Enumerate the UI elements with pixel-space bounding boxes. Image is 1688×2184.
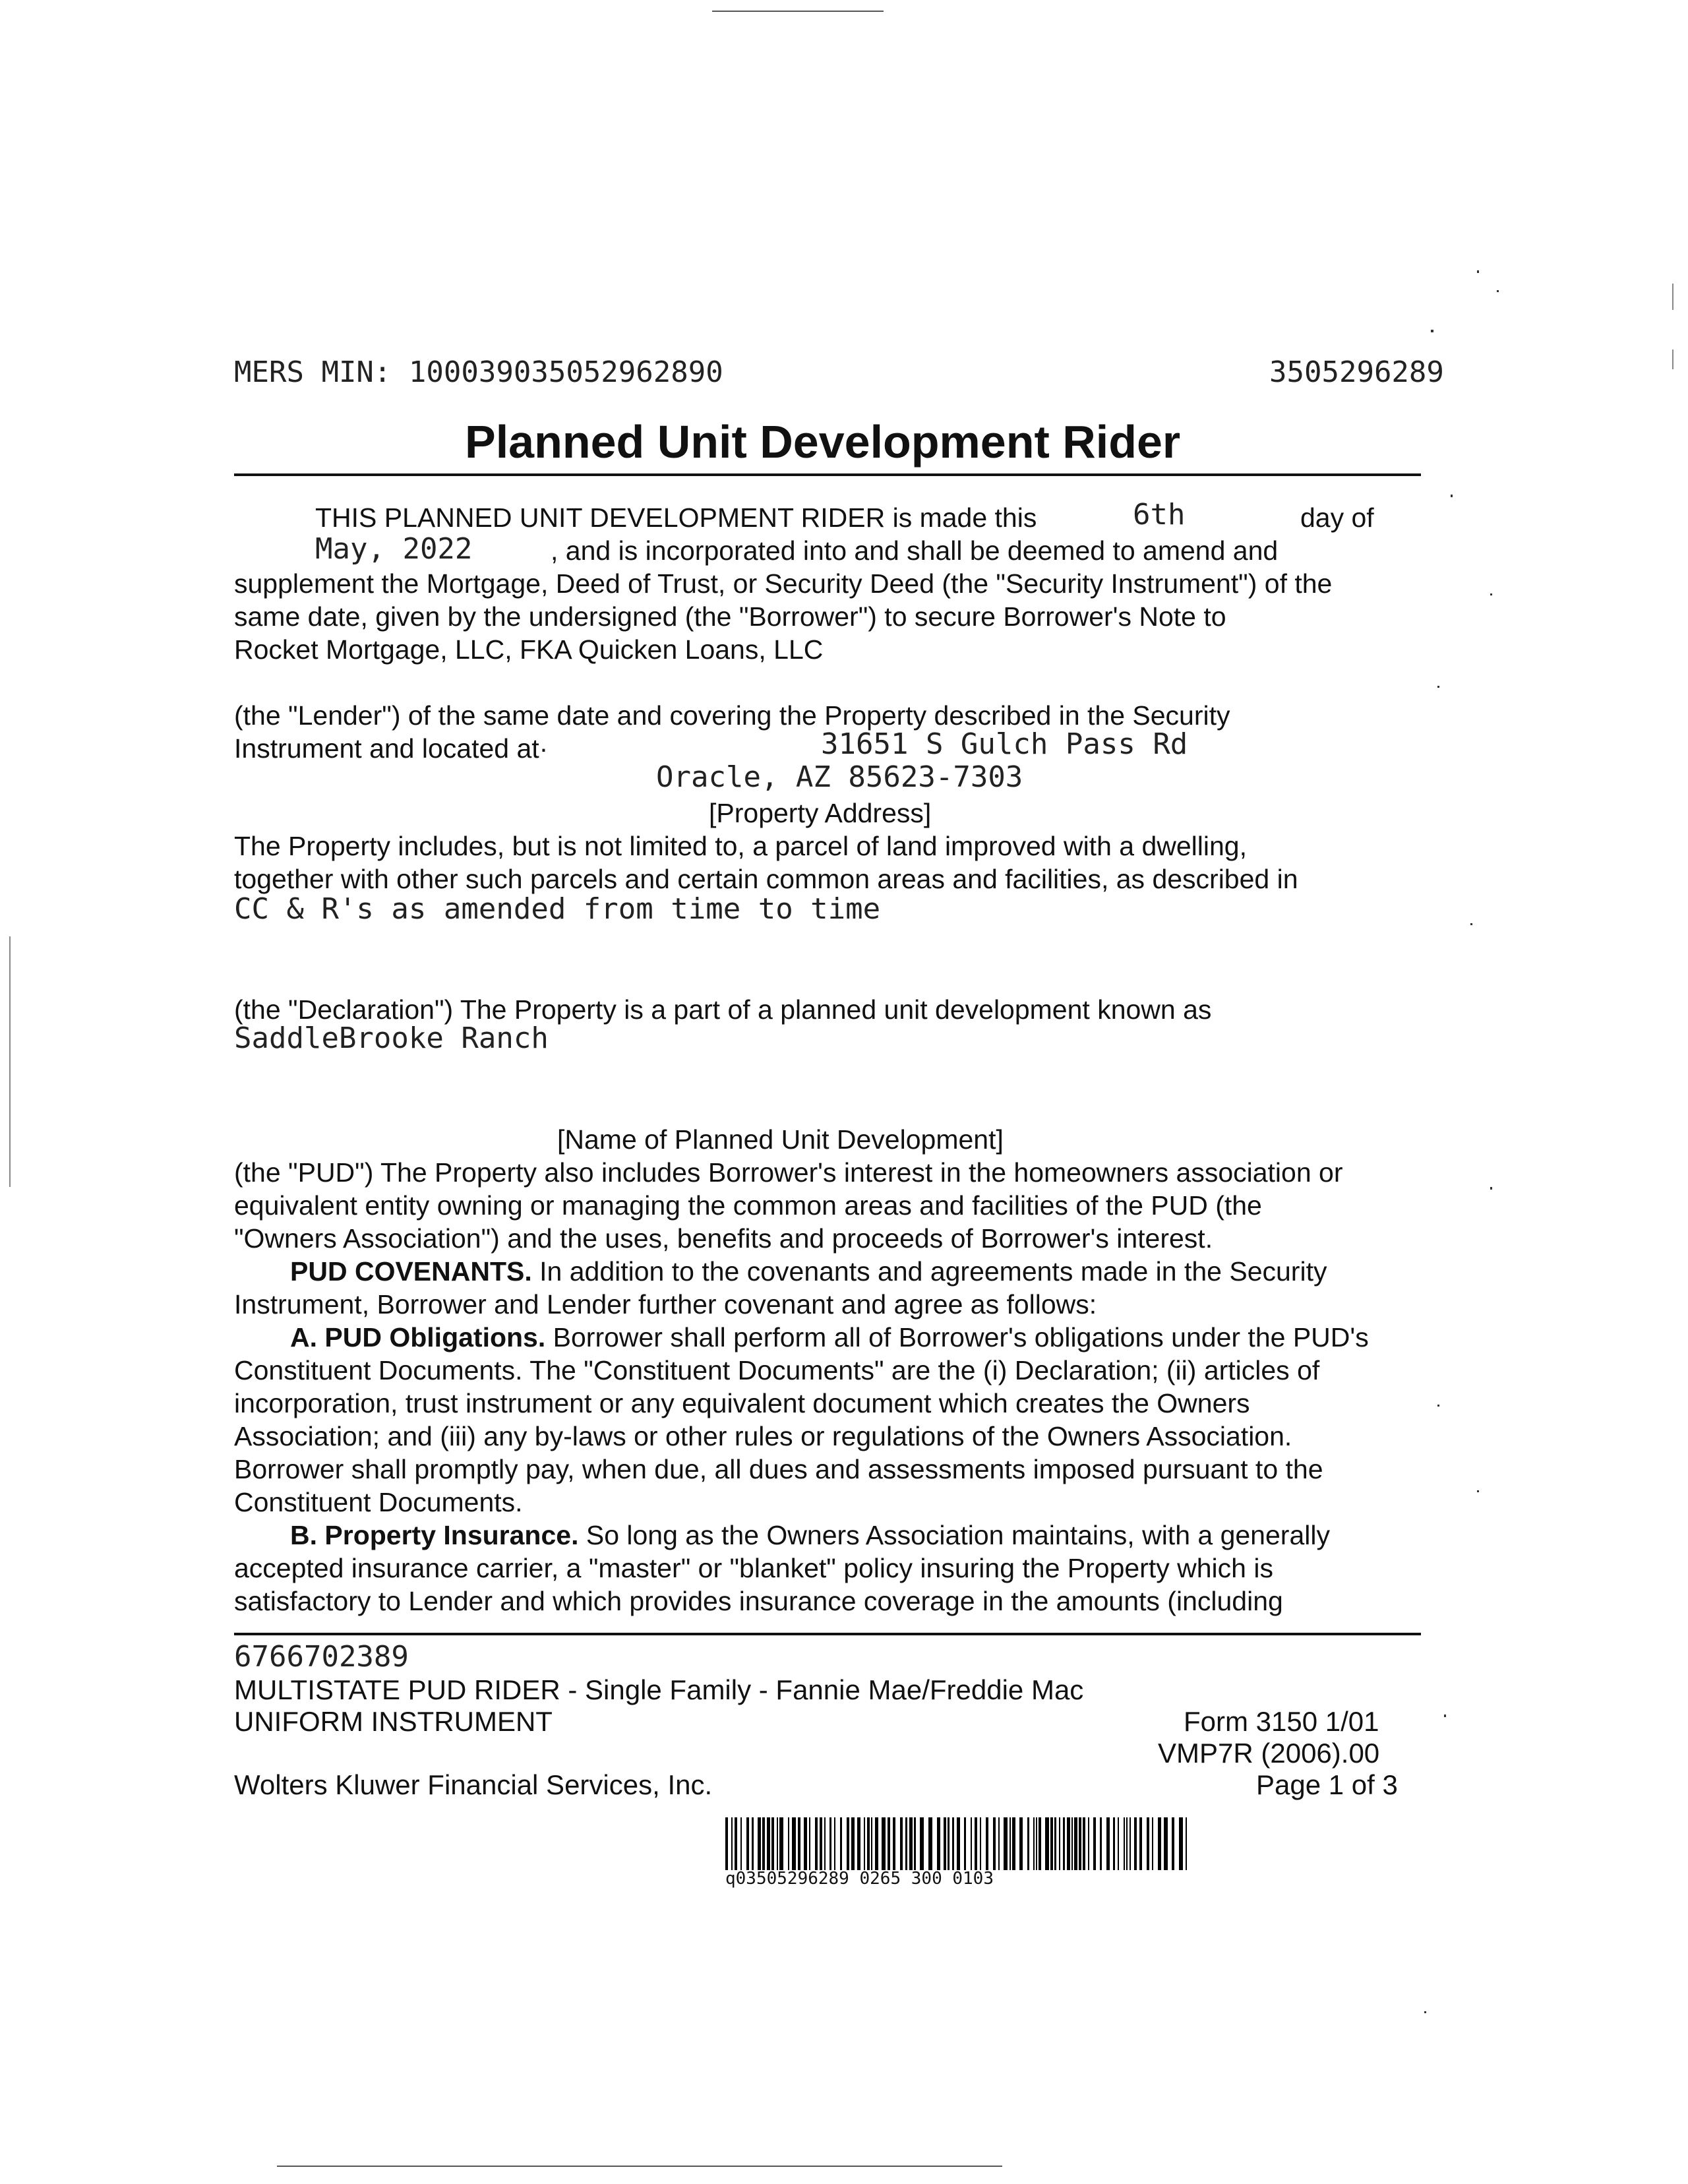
barcode-bar — [937, 1817, 940, 1870]
pud-name: SaddleBrooke Ranch — [234, 1021, 549, 1055]
barcode-bar — [1059, 1817, 1060, 1870]
pud-line-1: (the "Declaration") The Property is a part of a planned unit development known as — [234, 994, 1212, 1025]
section-a-line-2: Constituent Documents. The "Constituent Documents" are the (i) Declaration; (ii) articles of — [234, 1355, 1320, 1385]
property-address-line-2: Oracle, AZ 85623-7303 — [656, 760, 1023, 794]
footer-form-number: Form 3150 1/01 — [1184, 1706, 1379, 1737]
section-b-line-2: accepted insurance carrier, a "master" or "blanket" policy insuring the Property which is — [234, 1553, 1273, 1583]
section-a-line-4: Association; and (iii) any by-laws or other rules or regulations of the Owners Association. — [234, 1421, 1292, 1451]
scan-speck — [1437, 1405, 1439, 1407]
property-line-2: Instrument and located at· — [234, 733, 549, 764]
section-a-heading: A. PUD Obligations. — [290, 1322, 546, 1352]
footer-form-title: MULTISTATE PUD RIDER - Single Family - Fannie Mae/Freddie Mac — [234, 1674, 1084, 1705]
barcode-bar — [948, 1817, 950, 1870]
barcode-bar — [875, 1817, 878, 1870]
section-a-line-6: Constituent Documents. — [234, 1487, 523, 1517]
covenants-line-2: Instrument, Borrower and Lender further covenant and agree as follows: — [234, 1289, 1097, 1320]
property-address-line-1: 31651 S Gulch Pass Rd — [821, 727, 1188, 761]
section-b-heading: B. Property Insurance. — [290, 1520, 579, 1550]
footer-rule — [234, 1633, 1421, 1635]
barcode-bar — [1033, 1817, 1035, 1870]
intro-line-1: THIS PLANNED UNIT DEVELOPMENT RIDER is made this — [315, 502, 1037, 533]
barcode-bar — [829, 1817, 831, 1870]
rider-date: May, 2022 — [315, 532, 473, 566]
barcode-bar — [1083, 1817, 1085, 1870]
barcode-bar — [740, 1817, 742, 1870]
barcode-bar — [871, 1817, 872, 1870]
scan-artifact-top — [712, 11, 884, 12]
page-title: Planned Unit Development Rider — [465, 416, 1181, 468]
barcode-bar — [928, 1817, 932, 1870]
barcode-bar — [857, 1817, 860, 1870]
barcode-bar — [909, 1817, 913, 1870]
barcode-bar — [798, 1817, 800, 1870]
barcode-bar — [1179, 1817, 1183, 1870]
barcode-bar — [882, 1817, 886, 1870]
barcode-bar — [964, 1817, 966, 1870]
footer-doc-number: 6766702389 — [234, 1640, 409, 1674]
barcode-bar — [1088, 1817, 1089, 1870]
rider-day: 6th — [1133, 498, 1186, 531]
scan-speck — [1437, 686, 1439, 688]
barcode-bar — [971, 1817, 972, 1870]
barcode-bar — [1172, 1817, 1174, 1870]
barcode-bar — [758, 1817, 761, 1870]
section-b-line-1-text: So long as the Owners Association maintains, with a generally — [578, 1520, 1330, 1550]
covenants-heading: PUD COVENANTS. — [290, 1256, 532, 1287]
property-line-1: (the "Lender") of the same date and covering the Property described in the Security — [234, 700, 1230, 731]
barcode-bar — [1126, 1817, 1128, 1870]
barcode-bar — [993, 1817, 996, 1870]
barcode-text: q03505296289 0265 300 0103 — [725, 1869, 994, 1889]
declaration-name: CC & R's as amended from time to time — [234, 892, 881, 926]
barcode-bar — [1113, 1817, 1115, 1870]
section-b-line-3: satisfactory to Lender and which provides insurance coverage in the amounts (including — [234, 1586, 1283, 1616]
pud-line-3: equivalent entity owning or managing the common areas and facilities of the PUD (the — [234, 1190, 1262, 1221]
intro-day-of: day of — [1300, 502, 1374, 533]
barcode-bar — [815, 1817, 818, 1870]
scan-edge-right — [1672, 284, 1673, 310]
barcode-bar — [1074, 1817, 1077, 1870]
scan-speck — [1451, 495, 1453, 497]
property-line-4: together with other such parcels and certain common areas and facilities, as described in — [234, 864, 1298, 894]
barcode — [725, 1817, 1187, 1870]
title-rule — [234, 473, 1421, 476]
barcode-bar — [952, 1817, 954, 1870]
barcode-bar — [1012, 1817, 1015, 1870]
barcode-bar — [986, 1817, 988, 1870]
barcode-bar — [944, 1817, 946, 1870]
barcode-bar — [905, 1817, 907, 1870]
barcode-bar — [840, 1817, 842, 1870]
barcode-bar — [1063, 1817, 1065, 1870]
barcode-bar — [1071, 1817, 1073, 1870]
barcode-bar — [864, 1817, 865, 1870]
barcode-bar — [893, 1817, 895, 1870]
barcode-bar — [824, 1817, 826, 1870]
scan-edge-right-2 — [1672, 349, 1673, 369]
barcode-bar — [809, 1817, 810, 1870]
barcode-bar — [1124, 1817, 1125, 1870]
scan-speck — [1497, 290, 1499, 292]
barcode-bar — [1093, 1817, 1096, 1870]
barcode-bar — [914, 1817, 916, 1870]
barcode-bar — [975, 1817, 977, 1870]
barcode-bar — [1152, 1817, 1153, 1870]
barcode-bar — [1100, 1817, 1102, 1870]
barcode-bar — [731, 1817, 733, 1870]
scan-speck — [1477, 270, 1479, 273]
scan-speck — [1490, 593, 1492, 595]
barcode-bar — [1079, 1817, 1081, 1870]
barcode-bar — [1004, 1817, 1008, 1870]
barcode-bar — [767, 1817, 770, 1870]
barcode-bar — [834, 1817, 835, 1870]
barcode-bar — [1139, 1817, 1142, 1870]
barcode-bar — [777, 1817, 778, 1870]
barcode-bar — [1039, 1817, 1041, 1870]
barcode-bar — [888, 1817, 890, 1870]
scan-artifact-bottom — [277, 2166, 1002, 2167]
barcode-bar — [735, 1817, 737, 1870]
barcode-bar — [1045, 1817, 1049, 1870]
barcode-bar — [1106, 1817, 1110, 1870]
section-a-line-3: incorporation, trust instrument or any equivalent document which creates the Owners — [234, 1388, 1250, 1418]
loan-number: 3505296289 — [1269, 355, 1444, 389]
barcode-bar — [980, 1817, 981, 1870]
barcode-bar — [1010, 1817, 1011, 1870]
barcode-bar — [746, 1817, 749, 1870]
barcode-bar — [1050, 1817, 1053, 1870]
footer-uniform-instrument: UNIFORM INSTRUMENT — [234, 1706, 553, 1737]
barcode-bar — [762, 1817, 765, 1870]
section-a-line-1 — [290, 1321, 1369, 1354]
pud-name-caption: [Name of Planned Unit Development] — [557, 1124, 1004, 1155]
covenants-line-1-text: In addition to the covenants and agreements made in the Security — [531, 1256, 1327, 1287]
scan-speck — [1424, 2011, 1426, 2013]
property-address-caption: [Property Address] — [709, 798, 932, 828]
barcode-bar — [920, 1817, 924, 1870]
barcode-bar — [788, 1817, 789, 1870]
scan-speck — [1431, 330, 1433, 332]
barcode-bar — [847, 1817, 849, 1870]
scan-speck — [1444, 1714, 1446, 1717]
barcode-bar — [725, 1817, 728, 1870]
barcode-bar — [1036, 1817, 1037, 1870]
barcode-bar — [804, 1817, 807, 1870]
barcode-bar — [771, 1817, 774, 1870]
barcode-bar — [1158, 1817, 1161, 1870]
barcode-bar — [851, 1817, 855, 1870]
covenants-line-1 — [290, 1255, 1327, 1288]
barcode-bar — [752, 1817, 754, 1870]
barcode-bar — [792, 1817, 796, 1870]
footer-page-number: Page 1 of 3 — [1256, 1769, 1398, 1800]
barcode-bar — [779, 1817, 783, 1870]
pud-line-2: (the "PUD") The Property also includes Borrower's interest in the homeowners association or — [234, 1157, 1343, 1188]
barcode-bar — [900, 1817, 903, 1870]
section-a-line-5: Borrower shall promptly pay, when due, all dues and assessments imposed pursuant to the — [234, 1454, 1323, 1484]
scan-edge-left — [9, 936, 11, 1187]
barcode-bar — [1147, 1817, 1149, 1870]
barcode-bar — [1130, 1817, 1131, 1870]
intro-line-4: same date, given by the undersigned (the "Borrower") to secure Borrower's Note to — [234, 601, 1226, 632]
intro-line-2: , and is incorporated into and shall be deemed to amend and — [551, 535, 1279, 566]
lender-name: Rocket Mortgage, LLC, FKA Quicken Loans, LLC — [234, 634, 824, 665]
scan-speck — [1477, 1490, 1479, 1492]
barcode-bar — [1027, 1817, 1029, 1870]
scan-speck — [1470, 923, 1472, 925]
barcode-bar — [1019, 1817, 1023, 1870]
barcode-bar — [1067, 1817, 1070, 1870]
section-a-line-1-text: Borrower shall perform all of Borrower's obligations under the PUD's — [545, 1322, 1369, 1352]
intro-line-3: supplement the Mortgage, Deed of Trust, or Security Deed (the "Security Instrument") of the — [234, 568, 1333, 599]
footer-publisher: Wolters Kluwer Financial Services, Inc. — [234, 1769, 713, 1800]
mers-min: MERS MIN: 100039035052962890 — [234, 355, 723, 389]
scan-speck — [1490, 1187, 1492, 1190]
barcode-bar — [1186, 1817, 1187, 1870]
barcode-bar — [1054, 1817, 1056, 1870]
property-line-3: The Property includes, but is not limited to, a parcel of land improved with a dwelling, — [234, 831, 1247, 861]
section-b-line-1 — [290, 1519, 1330, 1552]
barcode-bar — [820, 1817, 822, 1870]
barcode-bar — [1164, 1817, 1168, 1870]
barcode-bar — [1118, 1817, 1119, 1870]
barcode-bar — [867, 1817, 870, 1870]
barcode-bar — [957, 1817, 960, 1870]
barcode-bar — [998, 1817, 1000, 1870]
pud-line-4: "Owners Association") and the uses, benefits and proceeds of Borrower's interest. — [234, 1223, 1213, 1254]
barcode-bar — [1134, 1817, 1137, 1870]
footer-vmp: VMP7R (2006).00 — [1158, 1738, 1380, 1769]
